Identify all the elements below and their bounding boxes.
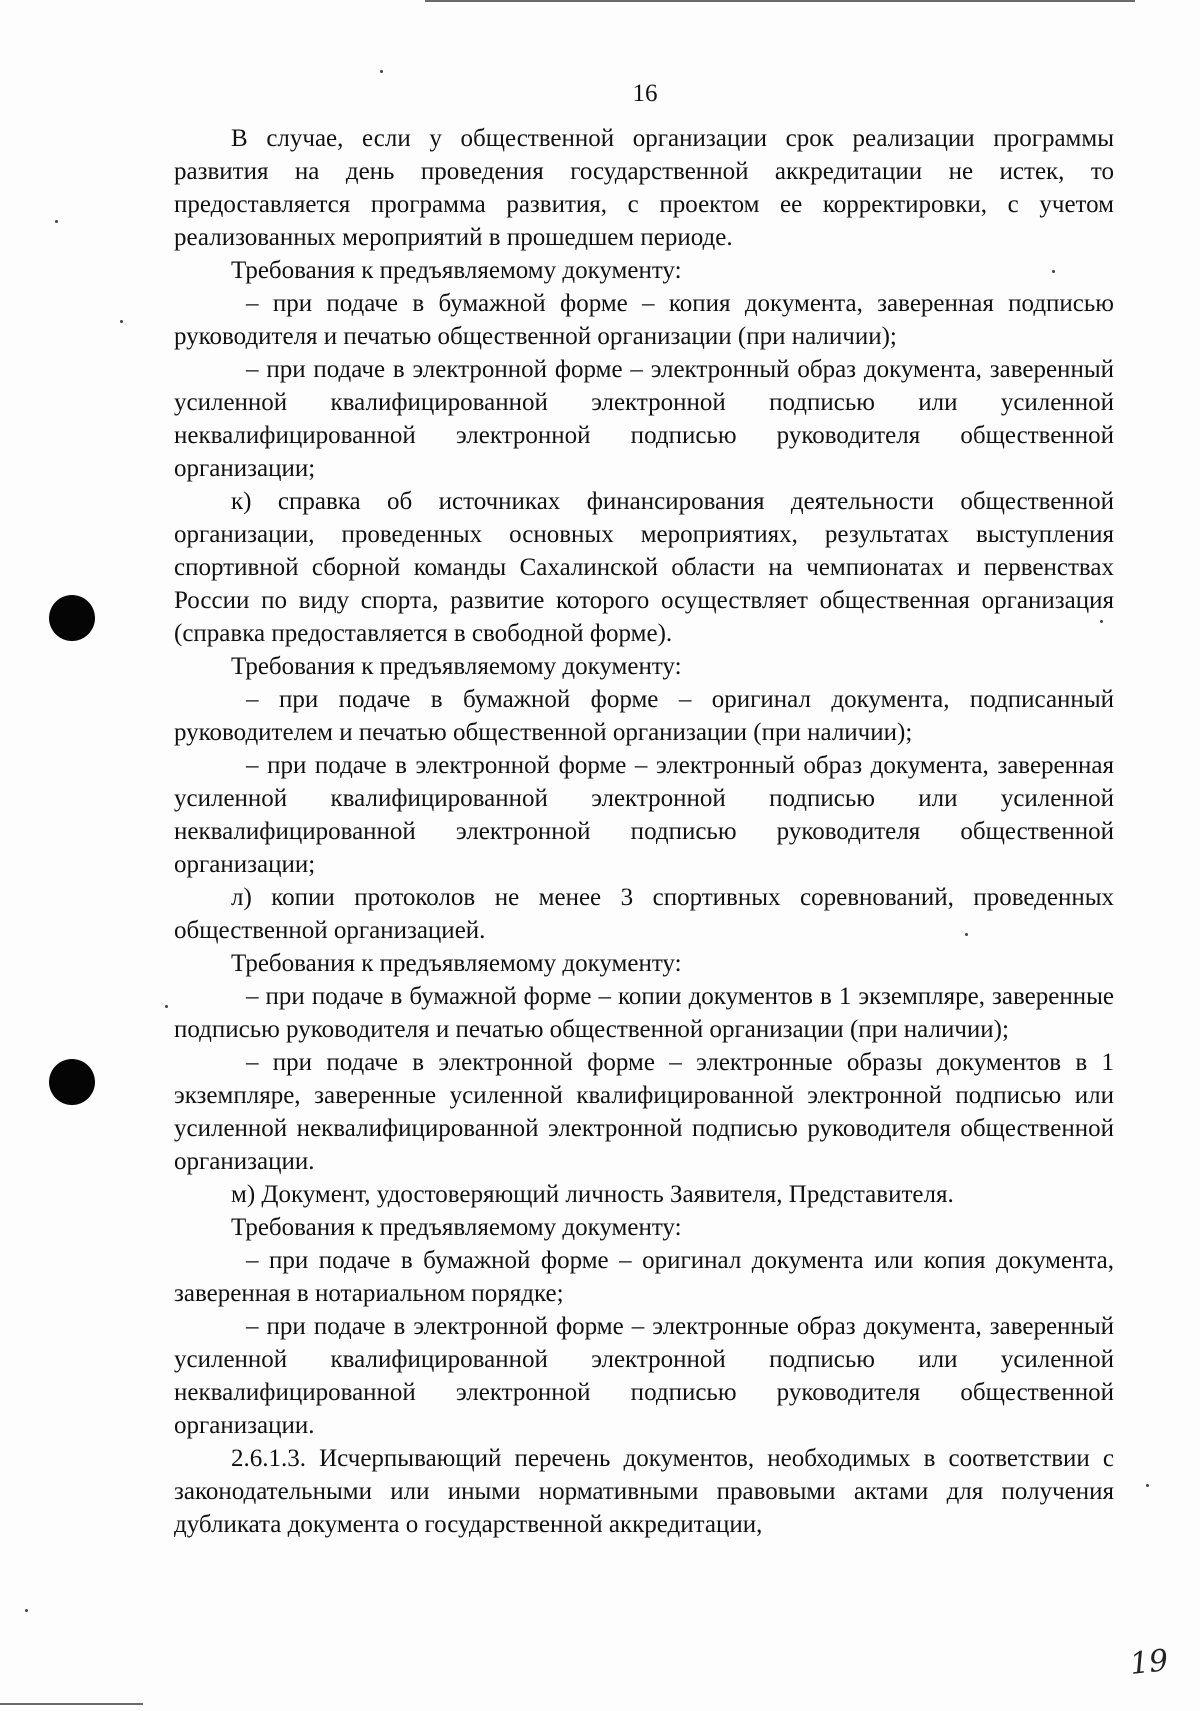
punch-hole-icon (49, 595, 95, 641)
paragraph: Требования к предъявляемому документу: (231, 257, 682, 284)
scan-speck (120, 320, 123, 323)
scan-speck (380, 70, 383, 73)
list-item: – при подаче в бумажной форме – оригинал документа или копия документа, заверенная в нотариальном порядке; (174, 1247, 1114, 1307)
list-item: – при подаче в электронной форме – электронные образ документа, заверенный усиленной квалифицированной электронной подписью или усиленной неквалифицированной электронной подписью руководителя общественной организации. (174, 1313, 1114, 1439)
paragraph: л) копии протоколов не менее 3 спортивных соревнований, проведенных общественной организацией. (174, 884, 1114, 944)
paragraph: к) справка об источниках финансирования деятельности общественной организации, проведенных основных мероприятиях, результатах выступления спортивной сборной команды Сахалинской области на чемпионатах и первенствах России по виду спорта, развитие которого осуществляет общественная организация (справка предоставляется в свободной форме). (174, 488, 1114, 647)
scan-speck (1146, 1484, 1149, 1487)
paragraph: м) Документ, удостоверяющий личность Заявителя, Представителя. (231, 1181, 954, 1208)
scan-top-edge-line (425, 0, 1135, 2)
scan-bottom-edge-line (0, 1703, 143, 1705)
list-item: – при подаче в электронной форме – электронный образ документа, заверенный усиленной квалифицированной электронной подписью или усиленной неквалифицированной электронной подписью руководителя общественной организации; (174, 356, 1114, 482)
list-item: – при подаче в бумажной форме – оригинал документа, подписанный руководителем и печатью общественной организации (при наличии); (174, 686, 1114, 746)
punch-hole-icon (49, 1059, 95, 1105)
paragraph: Требования к предъявляемому документу: (231, 1214, 682, 1241)
list-item: – при подаче в электронной форме – электронный образ документа, заверенная усиленной квалифицированной электронной подписью или усиленной неквалифицированной электронной подписью руководителя общественной организации; (174, 752, 1114, 878)
list-item: – при подаче в электронной форме – электронные образы документов в 1 экземпляре, заверенные усиленной квалифицированной электронной подписью или усиленной неквалифицированной электронной подписью руководителя общественной организации. (174, 1049, 1114, 1175)
list-item: – при подаче в бумажной форме – копия документа, заверенная подписью руководителя и печатью общественной организации (при наличии); (174, 290, 1114, 350)
scan-speck (25, 1609, 28, 1612)
paragraph: В случае, если у общественной организации срок реализации программы развития на день проведения государственной аккредитации не истек, то предоставляется программа развития, с проектом ее корректировки, с учетом реализованных мероприятий в прошедшем периоде. (174, 125, 1114, 251)
document-body (174, 122, 1114, 1541)
scan-speck (165, 1005, 168, 1008)
handwritten-page-mark: 19 (1128, 1643, 1170, 1682)
scan-speck (55, 220, 58, 223)
page-number: 16 (632, 80, 658, 107)
paragraph: Требования к предъявляемому документу: (231, 653, 682, 680)
paragraph: 2.6.1.3. Исчерпывающий перечень документов, необходимых в соответствии с законодательными или иными нормативными правовыми актами для получения дубликата документа о государственной аккредитации, (174, 1445, 1114, 1538)
list-item: – при подаче в бумажной форме – копии документов в 1 экземпляре, заверенные подписью руководителя и печатью общественной организации (при наличии); (174, 983, 1114, 1043)
paragraph: Требования к предъявляемому документу: (231, 950, 682, 977)
